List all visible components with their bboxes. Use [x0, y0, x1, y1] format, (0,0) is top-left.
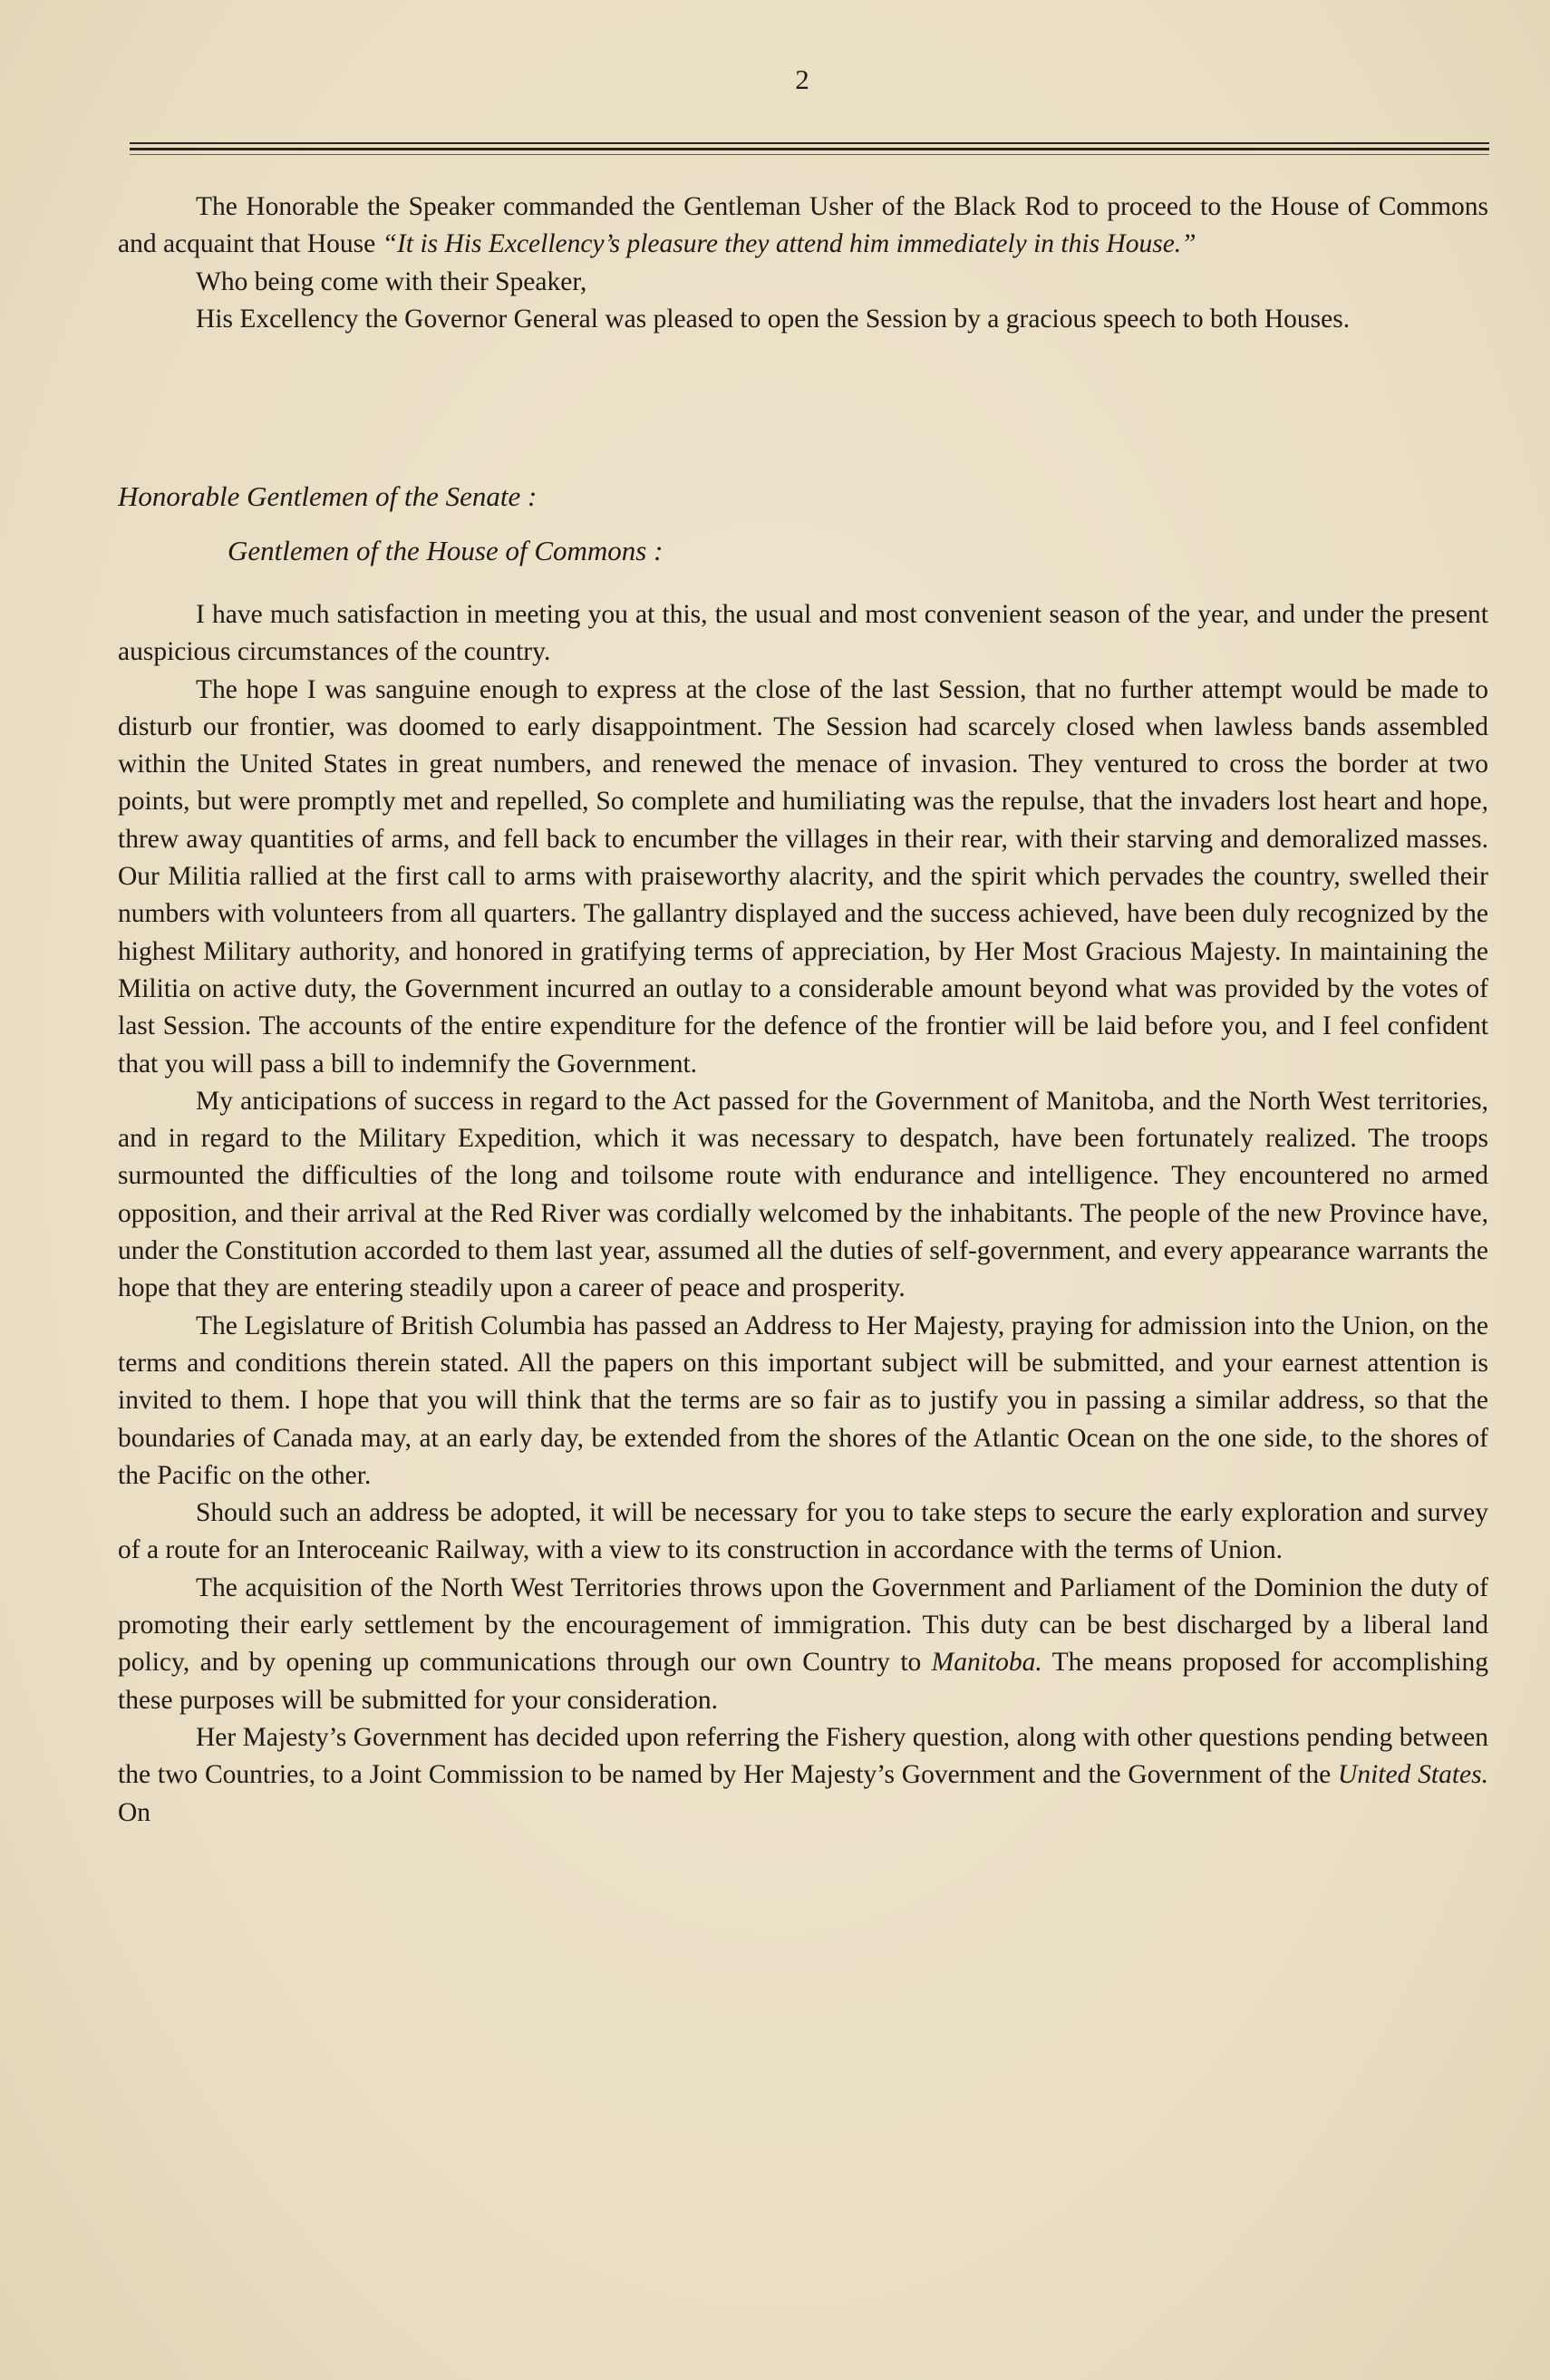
opening-paragraph: The Honorable the Speaker commanded the Gentleman Usher of the Black Rod to proceed to the House of Commons and acquaint that House “It is His Excellency’s pleasure they attend him immediately in this House.”: [118, 192, 1488, 259]
speech-body: [118, 596, 1488, 1832]
header-rule: [130, 154, 1489, 155]
opening-paragraph: His Excellency the Governor General was pleased to open the Session by a gracious speech to both Houses.: [196, 304, 1351, 334]
speech-paragraph: Should such an address be adopted, it will be necessary for you to take steps to secure the early exploration and survey of a route for an Interoceanic Railway, with a view to its construction in accordance with the terms of Union.: [118, 1498, 1488, 1565]
emphasis-manitoba: Manitoba.: [931, 1648, 1042, 1678]
speech-paragraph: The acquisition of the North West Territories throws upon the Government and Parliament of the Dominion the duty of promoting their early settlement by the encouragement of immigration. This duty can be best discharged by a liberal land policy, and by opening up communications through our own Country to Manitoba. The means proposed for accomplishing these purposes will be submitted for your consideration.: [118, 1572, 1488, 1715]
address-commons: Gentlemen of the House of Commons :: [228, 535, 664, 566]
emphasis-united-states: United States.: [1338, 1760, 1488, 1790]
speech-paragraph: I have much satisfaction in meeting you at this, the usual and most convenient season of the year, and under the present auspicious circumstances of the country.: [118, 600, 1488, 667]
header-rule: [130, 142, 1489, 144]
speech-paragraph: Her Majesty’s Government has decided upon referring the Fishery question, along with other questions pending between the two Countries, to a Joint Commission to be named by Her Majesty’s Government and the Government of the United States. On: [118, 1722, 1488, 1827]
opening-paragraph: Who being come with their Speaker,: [196, 266, 587, 296]
speech-paragraph: The hope I was sanguine enough to express at the close of the last Session, that no further attempt would be made to disturb our frontier, was doomed to early disappointment. The Session had scarcely closed when lawless bands assembled within the United States in great numbers, and renewed the menace of invasion. They ventured to cross the border at two points, but were promptly met and repelled, So complete and humiliating was the repulse, that the invaders lost heart and hope, threw away quantities of arms, and fell back to encumber the villages in their rear, with their starving and demoralized masses. Our Militia rallied at the first call to arms with praiseworthy alacrity, and the spirit which pervades the country, swelled their numbers with volunteers from all quarters. The gallantry displayed and the success achieved, have been duly recognized by the highest Military authority, and honored in gratifying terms of appreciation, by Her Most Gracious Majesty. In maintaining the Militia on active duty, the Government incurred an outlay to a considerable amount beyond what was provided by the votes of last Session. The accounts of the entire expenditure for the defence of the frontier will be laid before you, and I feel confident that you will pass a bill to indemnify the Government.: [118, 674, 1488, 1079]
page-number: 2: [795, 63, 809, 95]
address-senate: Honorable Gentlemen of the Senate :: [118, 480, 538, 512]
speech-paragraph: The Legislature of British Columbia has passed an Address to Her Majesty, praying for admission into the Union, on the terms and conditions therein stated. All the papers on this important subject will be submitted, and your earnest attention is invited to them. I hope that you will think that the terms are so fair as to justify you in passing a similar address, so that the boundaries of Canada may, at an early day, be extended from the shores of the Atlantic Ocean on the one side, to the shores of the Pacific on the other.: [118, 1311, 1488, 1490]
header-rule: [130, 148, 1489, 150]
quoted-message: “It is His Excellency’s pleasure they attend him immediately in this House.”: [382, 229, 1196, 259]
speech-paragraph: My anticipations of success in regard to the Act passed for the Government of Manitoba, and the North West territories, and in regard to the Military Expedition, which it was necessary to despatch, have been fortunately realized. The troops surmounted the difficulties of the long and toilsome route with endurance and intelligence. They encountered no armed opposition, and their arrival at the Red River was cordially welcomed by the inhabitants. The people of the new Province have, under the Constitution accorded to them last year, assumed all the duties of self-government, and every appearance warrants the hope that they are entering steadily upon a career of peace and prosperity.: [118, 1086, 1488, 1303]
address-heading: [118, 474, 1488, 574]
opening-section: [118, 189, 1488, 338]
